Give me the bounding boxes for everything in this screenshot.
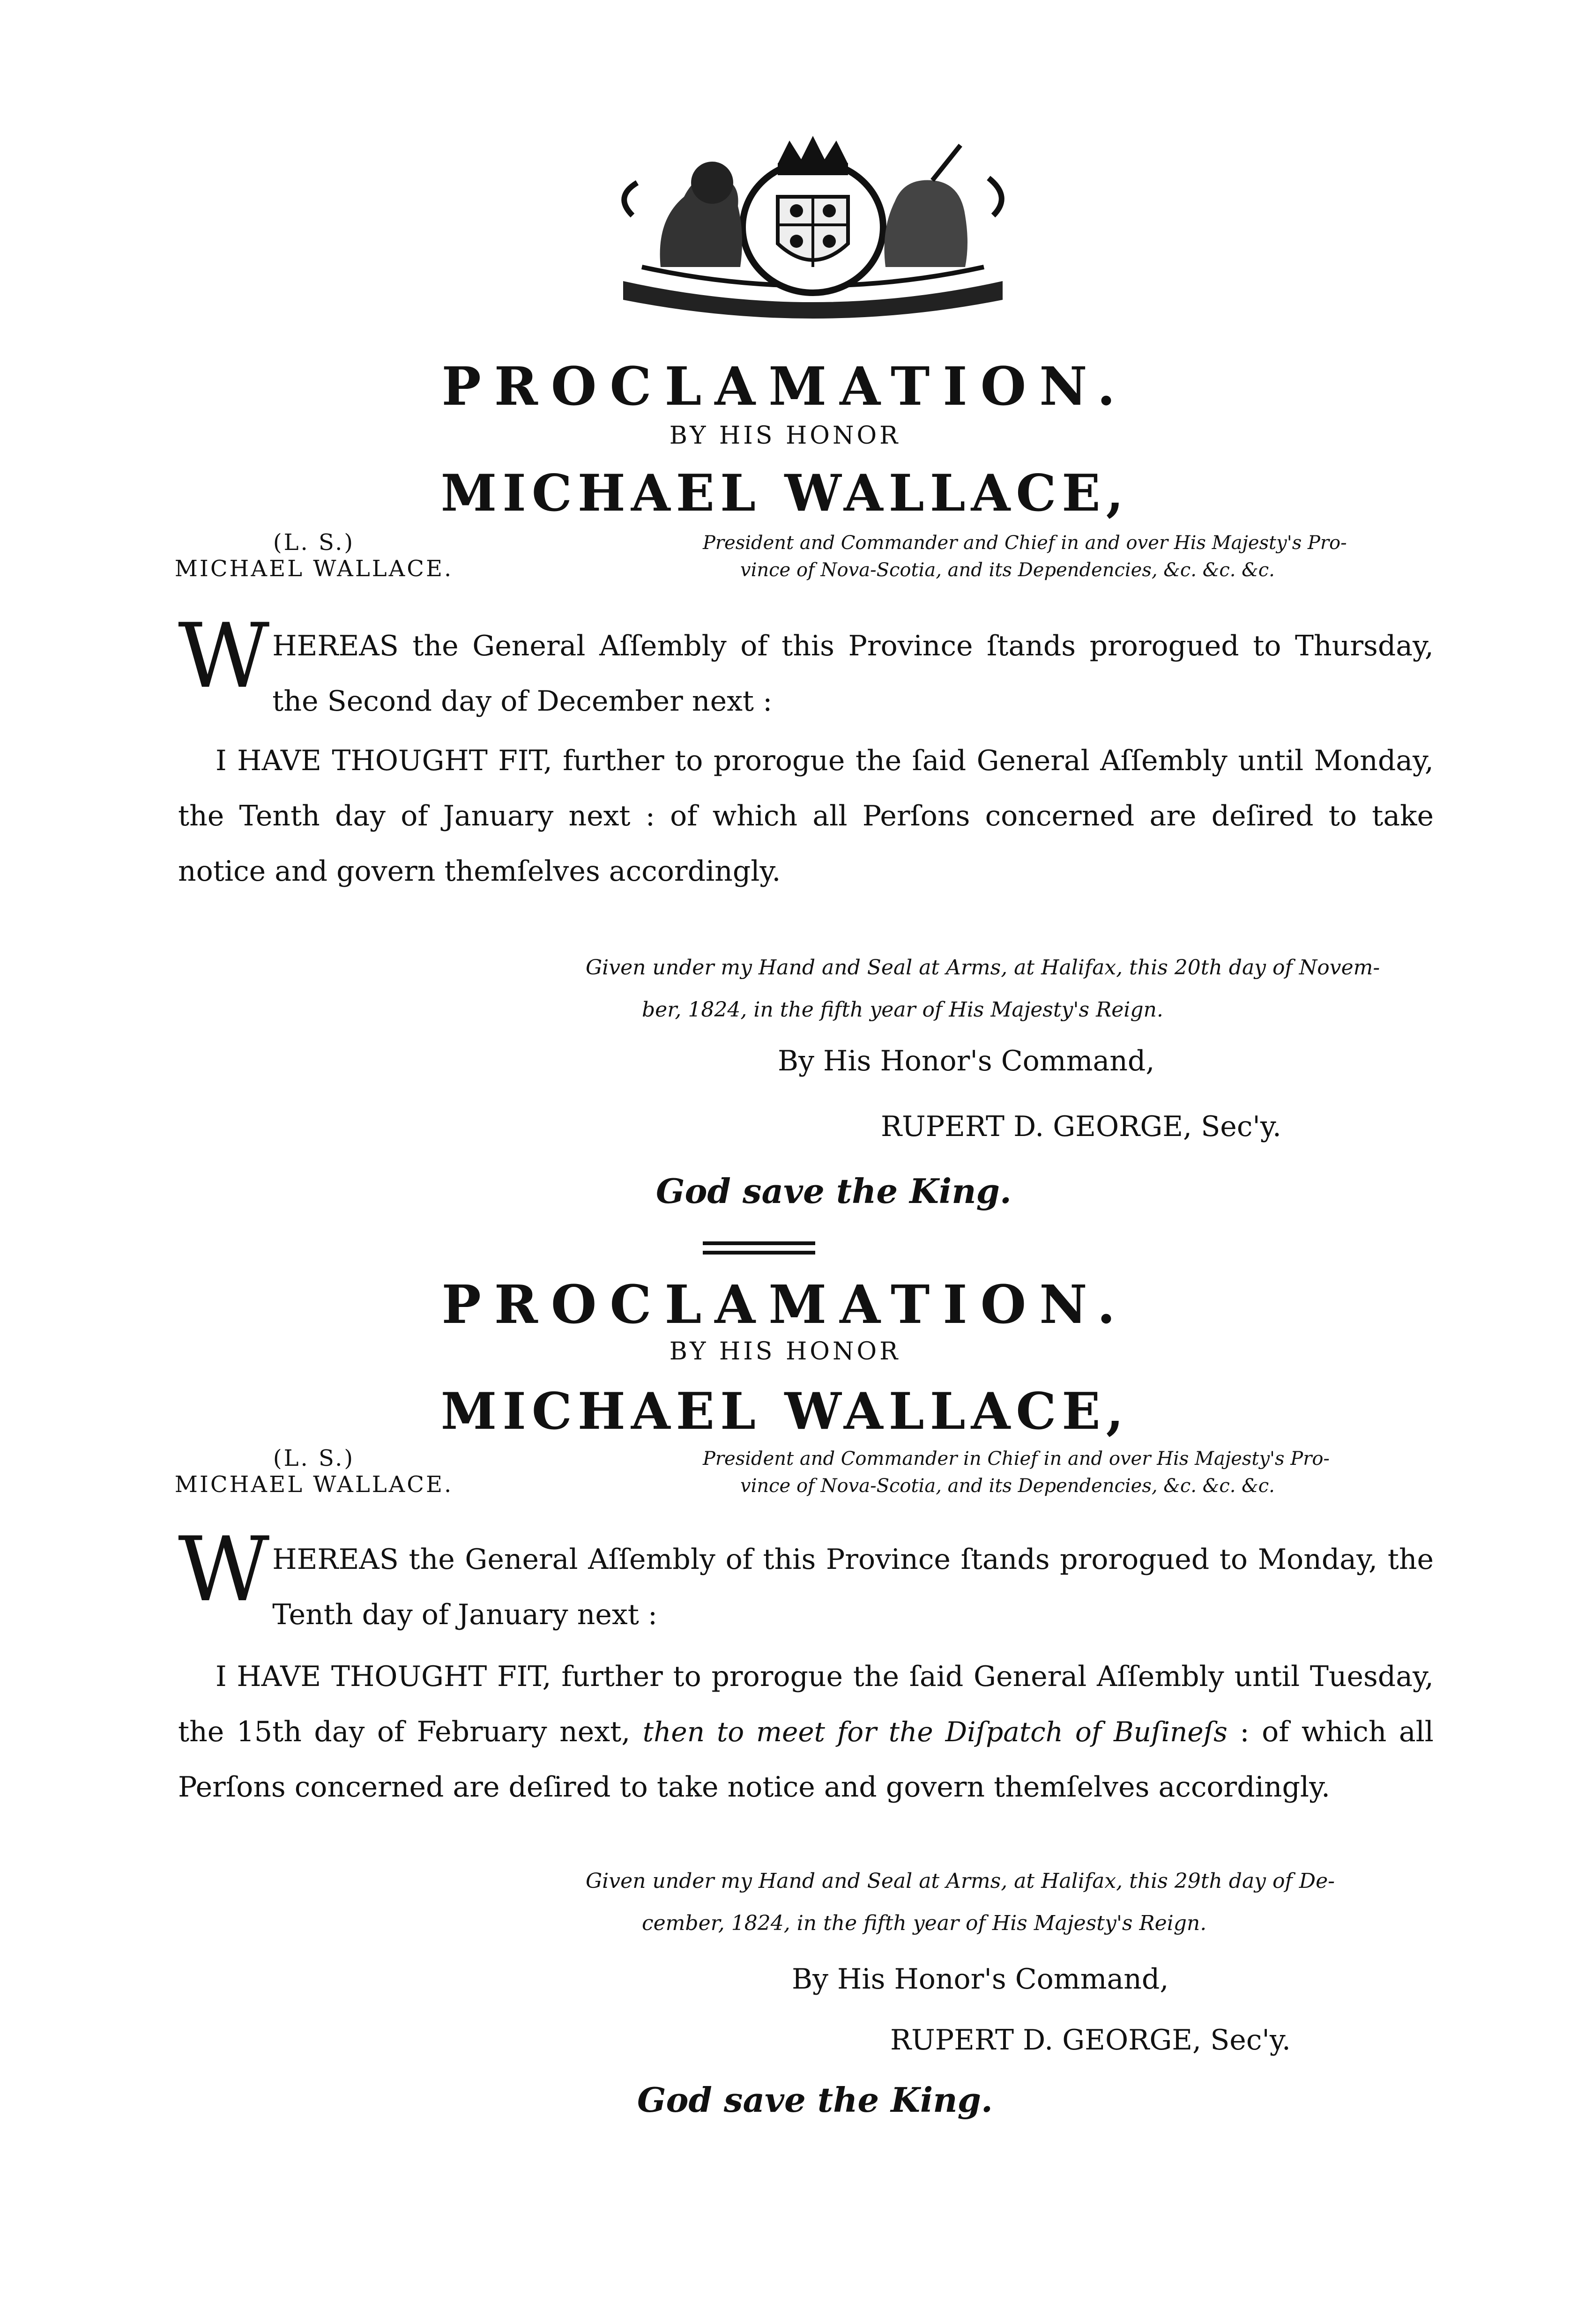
- proclamation-1-given-line-2: ber, 1824, in the fifth year of His Majesty's Reign.: [642, 998, 1163, 1022]
- proclamation-2-command: By His Honor's Command,: [792, 1963, 1169, 1996]
- seal-signature: MICHAEL WALLACE.: [174, 556, 454, 582]
- proclamation-2-style-of-office: [703, 1445, 1434, 1500]
- proclamation-1-name: MICHAEL WALLACE,: [440, 464, 1130, 523]
- proclamation-1-style-of-office: [703, 529, 1434, 584]
- dropcap-initial: W: [178, 604, 270, 708]
- seal-ls: (L. S.): [273, 529, 355, 556]
- style-line-2: vince of Nova-Scotia, and its Dependencies, &c. &c. &c.: [740, 1475, 1275, 1497]
- proclamation-1-resolve-paragraph: I HAVE THOUGHT FIT, further to prorogue the ſaid General Aſſembly until Monday, the Tenth day of January next : of which all Perſons concerned are deſired to take notice and govern themſelves accordingly.: [178, 744, 1434, 888]
- proclamation-1-by-his-honor: BY HIS HONOR: [669, 422, 901, 450]
- proclamation-2-by-his-honor: BY HIS HONOR: [669, 1337, 901, 1366]
- proclamation-2-seal: [169, 1445, 459, 1498]
- whereas-text: HEREAS the General Aſſembly of this Province ſtands prorogued to Monday, the Tenth day of January next :: [272, 1543, 1434, 1631]
- proclamation-1-given-line-1: Given under my Hand and Seal at Arms, at Halifax, this 20th day of Novem-: [586, 956, 1380, 980]
- proclamation-1-god-save-the-king: God save the King.: [656, 1171, 1012, 1211]
- proclamation-2-given-line-1: Given under my Hand and Seal at Arms, at Halifax, this 29th day of De-: [586, 1869, 1335, 1893]
- resolve-text-italic: then to meet for the Diſpatch of Buſineſs: [642, 1716, 1228, 1748]
- coat-of-arms-icon: [604, 126, 1021, 319]
- proclamation-2-whereas-paragraph: [178, 1518, 1434, 1642]
- seal-signature: MICHAEL WALLACE.: [174, 1471, 454, 1498]
- dropcap-initial: W: [178, 1518, 270, 1621]
- divider-rule-top: [703, 1241, 815, 1245]
- proclamation-2-resolve-paragraph: [178, 1649, 1434, 1815]
- seal-ls: (L. S.): [273, 1445, 355, 1471]
- resolve-text-start: I HAVE THOUGHT FIT, further to prorogue the ſaid General Aſſembly until Tuesday, the 15th day of February next,: [178, 1660, 1434, 1748]
- proclamation-2-given-line-2: cember, 1824, in the fifth year of His Majesty's Reign.: [642, 1911, 1207, 1935]
- proclamation-2-secretary: RUPERT D. GEORGE, Sec'y.: [890, 2024, 1291, 2057]
- proclamation-2-god-save-the-king: God save the King.: [637, 2080, 993, 2120]
- proclamation-1-title: PROCLAMATION.: [441, 356, 1129, 417]
- style-line-1: President and Commander and Chief in and over His Majesty's Pro-: [703, 532, 1347, 554]
- style-line-1: President and Commander in Chief in and over His Majesty's Pro-: [703, 1448, 1330, 1470]
- proclamation-1-whereas-paragraph: [178, 604, 1434, 729]
- style-line-2: vince of Nova-Scotia, and its Dependencies, &c. &c. &c.: [740, 559, 1275, 581]
- proclamation-1-seal: [169, 529, 459, 582]
- divider-rule-bottom: [703, 1251, 815, 1255]
- resolve-text-end: : of which all Perſons concerned are deſired to take notice and govern themſelves accordingly.: [178, 1715, 1434, 1804]
- proclamation-2-title: PROCLAMATION.: [441, 1274, 1129, 1336]
- proclamation-1-command: By His Honor's Command,: [778, 1045, 1155, 1077]
- whereas-text: HEREAS the General Aſſembly of this Province ſtands prorogued to Thursday, the Second day of December next :: [272, 630, 1434, 718]
- royal-coat-of-arms: [604, 126, 1021, 319]
- proclamation-2-name: MICHAEL WALLACE,: [440, 1382, 1130, 1441]
- proclamation-1-secretary: RUPERT D. GEORGE, Sec'y.: [881, 1110, 1281, 1143]
